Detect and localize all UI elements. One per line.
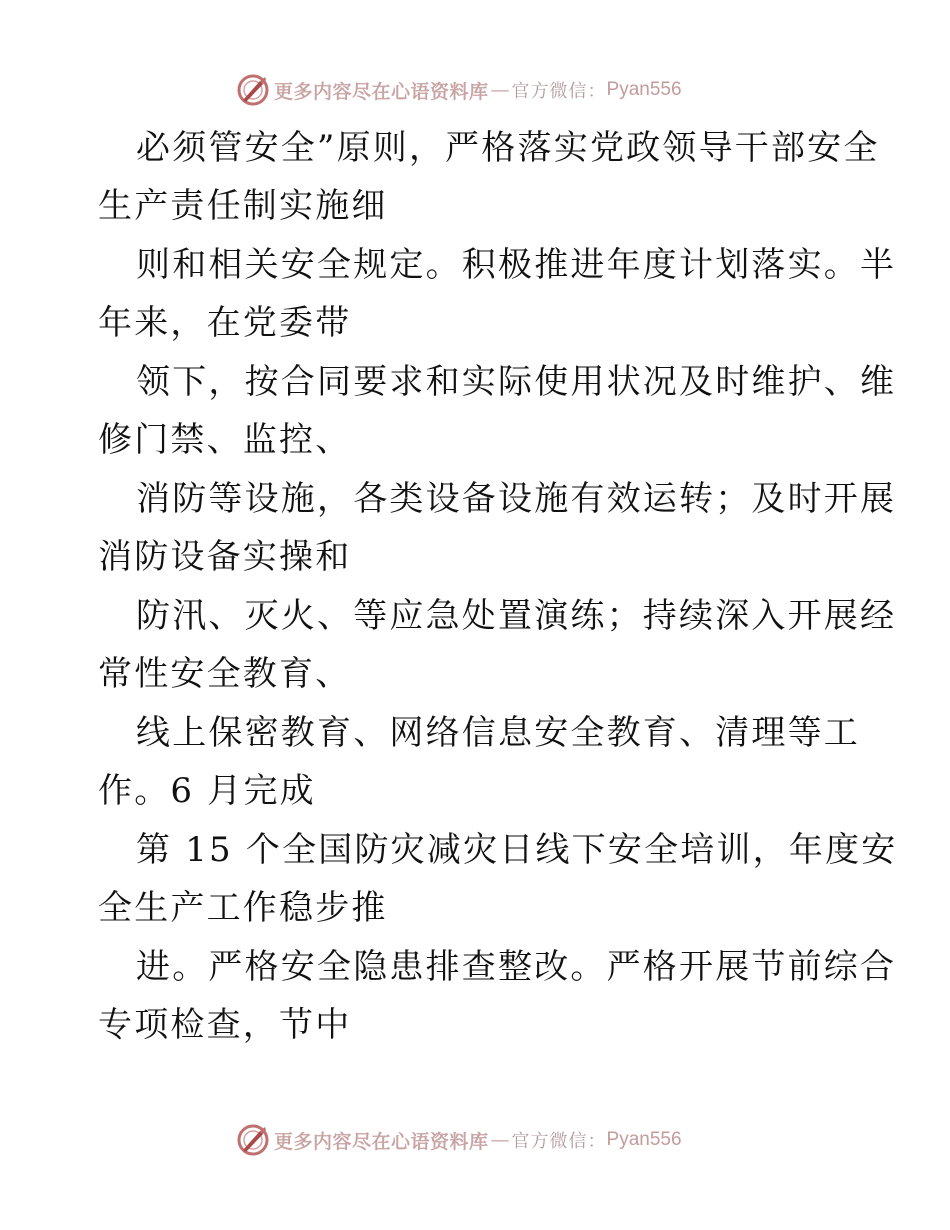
header-watermark — [236, 73, 682, 107]
watermark-title: 更多内容尽在心语资料库 — [274, 80, 489, 103]
paragraph-line: 进。严格安全隐患排查整改。严格开展节前综合 — [136, 947, 897, 987]
paragraph-line: 常性安全教育、 — [98, 654, 352, 694]
paragraph-line: 线上保密教育、网络信息安全教育、清理等工 — [136, 713, 860, 753]
feather-pen-logo-icon — [236, 1123, 270, 1157]
watermark-wechat-id: Pyan556 — [606, 79, 682, 100]
footer-watermark — [236, 1123, 682, 1157]
watermark-dash: — — [490, 1129, 510, 1151]
paragraph-line: 生产责任制实施细 — [98, 186, 388, 226]
paragraph-line: 则和相关安全规定。积极推进年度计划落实。半 — [136, 245, 897, 285]
paragraph-line: 修门禁、监控、 — [98, 420, 352, 460]
paragraph-line: 年来，在党委带 — [98, 303, 352, 343]
paragraph-line: 必须管安全”原则，严格落实党政领导干部安全 — [136, 128, 880, 168]
paragraph-line: 防汛、灭火、等应急处置演练；持续深入开展经 — [136, 596, 897, 636]
paragraph-line: 专项检查，节中 — [98, 1005, 352, 1045]
watermark-wechat-label: 官方微信： — [511, 81, 607, 102]
paragraph-line: 作。6 月完成 — [98, 771, 316, 811]
paragraph-line: 全生产工作稳步推 — [98, 888, 388, 928]
paragraph-line: 第 15 个全国防灾减灾日线下安全培训，年度安 — [136, 830, 898, 870]
paragraph-line: 消防等设施，各类设备设施有效运转；及时开展 — [136, 479, 897, 519]
watermark-title: 更多内容尽在心语资料库 — [274, 1130, 489, 1153]
watermark-dash: — — [490, 79, 510, 101]
watermark-wechat-id: Pyan556 — [606, 1129, 682, 1150]
feather-pen-logo-icon — [236, 73, 270, 107]
watermark-wechat-label: 官方微信： — [511, 1131, 607, 1152]
paragraph-line: 消防设备实操和 — [98, 537, 352, 577]
paragraph-line: 领下，按合同要求和实际使用状况及时维护、维 — [136, 362, 897, 402]
